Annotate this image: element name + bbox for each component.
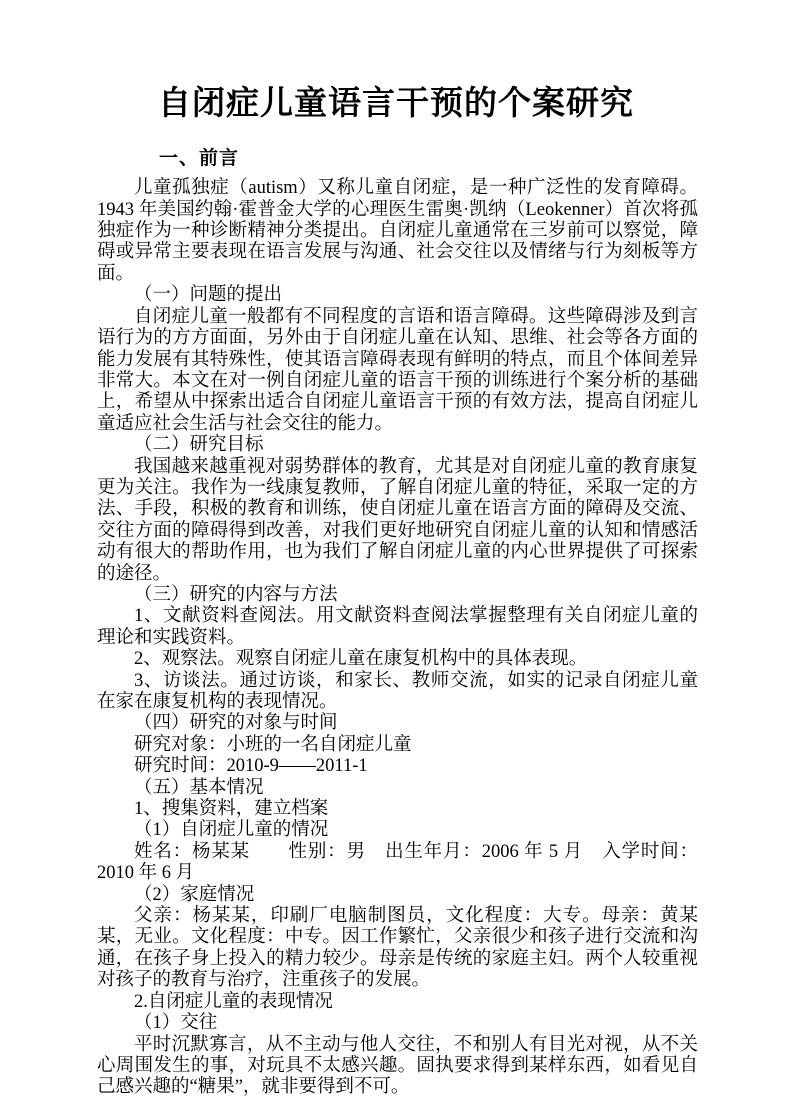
line-child-info-label: （1）自闭症儿童的情况: [134, 820, 329, 841]
line-research-time: 研究时间：2010-9——2011-1: [134, 756, 368, 777]
para-autism-definition: 儿童孤独症（autism）又称儿童自闭症，是一种广泛性的发育障碍。1943 年美国约翰·霍普金大学的心理医生雷奥·凯纳（Leokenner）首次将孤独症作为一种诊断精神分类提出。自闭症儿童通常在三岁前可以察觉，障碍或异常主要表现在语言发展与沟通、社会交往以及情绪与行为刻板等方面。: [97, 178, 698, 284]
line-child-profile: 姓名：杨某某 性别：男 出生年月：2006 年 5 月 入学时间：2010 年 6 月: [97, 841, 698, 884]
document-title: 自闭症儿童语言干预的个案研究: [158, 86, 634, 122]
para-communication-behavior: 平时沉默寡言，从不主动与他人交往，不和别人有目光对视，从不关心周围发生的事，对玩具不太感兴趣。固执要求得到某样东西，如看见自己感兴趣的“糖果”，就非要得到不可。: [97, 1034, 698, 1098]
subheading-subject-time: （四）研究的对象与时间: [134, 713, 338, 734]
section-heading-foreword: 一、前言: [159, 147, 240, 170]
line-communication-label: （1）交往: [134, 1013, 218, 1034]
document-body: [97, 147, 698, 1098]
subheading-problem-statement: （一）问题的提出: [134, 285, 283, 306]
para-method-interview: 3、访谈法。通过访谈，和家长、教师交流，如实的记录自闭症儿童在家在康复机构的表现情况。: [97, 670, 698, 712]
subheading-research-goal: （二）研究目标: [134, 435, 264, 456]
line-family-info-label: （2）家庭情况: [134, 884, 255, 905]
line-performance-label: 2.自闭症儿童的表现情况: [134, 991, 333, 1012]
para-method-observation: 2、观察法。观察自闭症儿童在康复机构中的具体表现。: [134, 649, 588, 670]
para-problem-statement: 自闭症儿童一般都有不同程度的言语和语言障碍。这些障碍涉及到言语行为的方方面面，另外由于自闭症儿童在认知、思维、社会等各方面的能力发展有其特殊性，使其语言障碍表现有鲜明的特点，而且个体间差异非常大。本文在对一例自闭症儿童的语言干预的训练进行个案分析的基础上，希望从中探索出适合自闭症儿童语言干预的有效方法，提高自闭症儿童适应社会生活与社会交往的能力。: [97, 306, 698, 434]
subheading-content-methods: （三）研究的内容与方法: [134, 584, 338, 605]
para-family-situation: 父亲：杨某某，印刷厂电脑制图员，文化程度：大专。母亲：黄某某，无业。文化程度：中专。因工作繁忙，父亲很少和孩子进行交流和沟通，在孩子身上投入的精力较少。母亲是传统的家庭主妇。两个人较重视对孩子的教育与治疗，注重孩子的发展。: [97, 906, 698, 991]
line-collect-archives: 1、搜集资料，建立档案: [134, 799, 329, 820]
para-research-goal: 我国越来越重视对弱势群体的教育，尤其是对自闭症儿童的教育康复更为关注。我作为一线康复教师，了解自闭症儿童的特征，采取一定的方法、手段，积极的教育和训练，使自闭症儿童在语言方面的障碍及交流、交往方面的障碍得到改善，对我们更好地研究自闭症儿童的认知和情感活动有很大的帮助作用，也为我们了解自闭症儿童的内心世界提供了可探索的途径。: [97, 456, 698, 584]
subheading-basic-info: （五）基本情况: [134, 777, 264, 798]
para-method-literature: 1、文献资料查阅法。用文献资料查阅法掌握整理有关自闭症儿童的理论和实践资料。: [97, 606, 698, 648]
line-research-subject: 研究对象：小班的一名自闭症儿童: [134, 734, 412, 755]
